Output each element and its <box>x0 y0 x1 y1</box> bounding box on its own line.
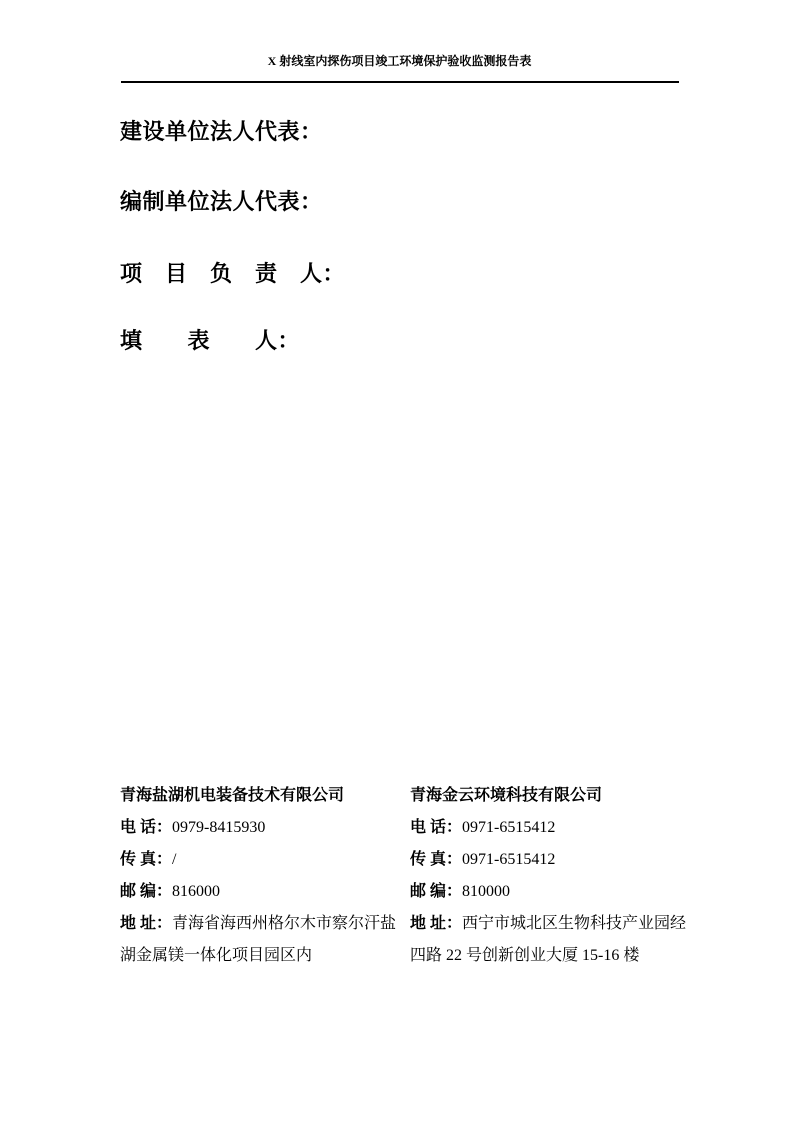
fax-row <box>410 844 700 876</box>
phone-value: 0979-8415930 <box>172 819 266 836</box>
address-value-line2: 湖金属镁一体化项目园区内 <box>120 947 313 964</box>
address-value-line2: 四路 22 号创新创业大厦 15-16 楼 <box>410 947 640 964</box>
signature-line-construction-unit-representative: 建设单位法人代表： <box>120 119 323 144</box>
address-row <box>410 908 700 940</box>
postcode-value: 816000 <box>172 883 221 900</box>
fax-value: 0971-6515412 <box>462 851 556 868</box>
address-value-line1: 西宁市城北区生物科技产业园经 <box>462 915 687 932</box>
phone-value: 0971-6515412 <box>462 819 556 836</box>
postcode-label: 邮 编： <box>410 883 463 900</box>
phone-row <box>410 812 700 844</box>
company-name: 青海盐湖机电装备技术有限公司 <box>120 787 345 804</box>
fax-label: 传 真： <box>410 851 463 868</box>
address-row <box>120 908 410 940</box>
fax-value: / <box>172 851 177 868</box>
phone-label: 电 话： <box>120 819 173 836</box>
address-label: 地 址： <box>120 915 173 932</box>
contact-block-left <box>120 780 410 972</box>
page-header-title: X 射线室内探伤项目竣工环境保护验收监测报告表 <box>267 54 532 68</box>
address-value-line1: 青海省海西州格尔木市察尔汗盐 <box>172 915 397 932</box>
postcode-row <box>410 876 700 908</box>
contact-block-right <box>410 780 700 972</box>
fax-row <box>120 844 410 876</box>
postcode-label: 邮 编： <box>120 883 173 900</box>
phone-label: 电 话： <box>410 819 463 836</box>
signature-line-form-filler: 填 表 人： <box>120 328 301 353</box>
header-divider <box>121 81 679 83</box>
fax-label: 传 真： <box>120 851 173 868</box>
company-name: 青海金云环境科技有限公司 <box>410 787 603 804</box>
signature-line-project-leader: 项 目 负 责 人： <box>120 261 346 286</box>
phone-row <box>120 812 410 844</box>
signature-line-compiling-unit-representative: 编制单位法人代表： <box>120 189 323 214</box>
postcode-value: 810000 <box>462 883 511 900</box>
postcode-row <box>120 876 410 908</box>
address-label: 地 址： <box>410 915 463 932</box>
